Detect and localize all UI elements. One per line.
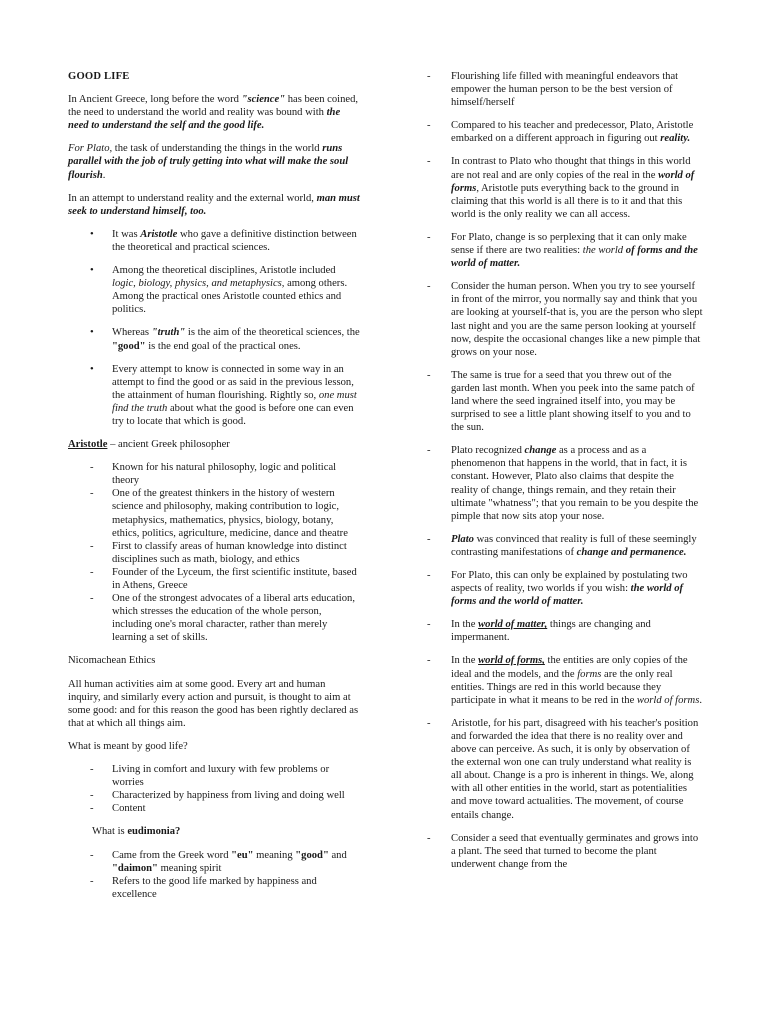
dash-marker: -	[90, 462, 94, 474]
text: Known for his natural philosophy, logic and political theory	[112, 462, 337, 487]
text: is the aim of the theoretical sciences, the	[185, 327, 360, 339]
list-item	[68, 487, 360, 539]
emph: change	[524, 445, 557, 457]
list-item	[427, 231, 703, 270]
list-item	[427, 155, 703, 220]
list-item	[68, 802, 360, 815]
eudimonia-list	[68, 849, 360, 901]
dash-marker: -	[427, 619, 431, 631]
dash-marker: -	[90, 875, 94, 887]
emph: forms	[577, 668, 602, 680]
text: meaning	[253, 849, 296, 861]
dash-marker: -	[427, 533, 431, 545]
dash-marker: -	[427, 231, 431, 243]
dash-marker: -	[427, 655, 431, 667]
dash-marker: -	[427, 445, 431, 457]
emph: For Plato,	[68, 143, 113, 155]
dash-marker: -	[427, 281, 431, 293]
text: about what the good is before one can even try to locate that which is good.	[112, 402, 354, 427]
emph: the need to understand the self and the good life.	[68, 107, 341, 132]
list-item	[427, 369, 703, 434]
emph: man must seek to understand himself, too.	[68, 192, 360, 217]
text: who gave a definitive distinction between the theoretical and practical sciences.	[112, 228, 357, 253]
emph: change and permanence.	[576, 546, 687, 558]
emph: logic, biology, physics, and metaphysics,	[112, 278, 285, 290]
dash-marker: -	[90, 764, 94, 776]
text: What is	[92, 826, 128, 838]
eudimonia-question	[68, 825, 360, 838]
emph: eudimonia?	[127, 826, 181, 838]
list-item	[68, 540, 360, 566]
list-item	[68, 789, 360, 802]
list-item	[68, 363, 360, 428]
dash-marker: -	[90, 803, 94, 815]
list-item	[68, 461, 360, 487]
text: Came from the Greek word	[112, 849, 232, 861]
emph: "eu"	[231, 849, 254, 861]
list-item	[427, 832, 703, 871]
dash-marker: -	[90, 790, 94, 802]
list-item	[427, 533, 703, 559]
text: things are changing and impermanent.	[451, 619, 651, 644]
dash-marker: -	[427, 71, 431, 82]
text: In an attempt to understand reality and the external world,	[68, 192, 317, 204]
dash-marker: -	[90, 849, 94, 861]
text: among others. Among the practical ones Aristotle counted ethics and politics.	[112, 278, 348, 316]
attempt-paragraph	[68, 192, 360, 218]
text: Compared to his teacher and predecessor, Plato, Aristotle embarked on a different approach in figuring out	[451, 120, 694, 145]
list-item	[427, 717, 703, 822]
page-title: GOOD LIFE	[68, 71, 130, 82]
text: Refers to the good life marked by happiness and excellence	[112, 875, 317, 900]
emph: "good"	[295, 849, 329, 861]
text: In the	[451, 655, 479, 667]
dash-marker: -	[90, 488, 94, 500]
text: .	[699, 694, 702, 706]
bullet-marker: •	[90, 228, 94, 240]
text: The same is true for a seed that you threw out of the garden last month. When you peek into the same patch of land where the seed ingrained itself into, you may be surprised to see a little plant showing itself to you and to the sun.	[451, 369, 695, 434]
bullet-marker: •	[90, 327, 94, 339]
text: as a process and as a phenomenon that happens in the world, that in fact, it is constant. However, Plato also claims that despite the reality of change, things remain, and they retain their ultimate "whatness"; that you remain to be you despite the pimple that now sits atop your nose.	[451, 445, 699, 522]
text: and	[328, 849, 347, 861]
text: Content	[112, 803, 146, 815]
list-item	[427, 618, 703, 644]
text: Consider a seed that eventually germinates and grows into a plant. The seed that turned to become the plant underwent change from the	[451, 832, 699, 870]
text: Whereas	[112, 327, 152, 339]
emph: Plato	[451, 533, 474, 545]
list-item	[68, 264, 360, 316]
emph: the world of forms and the world of matter.	[451, 583, 684, 608]
text: First to classify areas of human knowledge into distinct disciplines such as math, biology, and ethics	[112, 540, 347, 565]
text: the entities are only copies of the ideal and the models, and the	[451, 655, 688, 680]
intro-paragraph	[68, 93, 360, 132]
emph: world of forms	[451, 169, 695, 194]
dash-marker: -	[427, 156, 431, 168]
good-life-list	[68, 763, 360, 815]
dash-marker: -	[427, 369, 431, 381]
text: Consider the human person. When you try to see yourself in front of the mirror, you normally say and think that you are looking at yourself-that is, you are the person who slept last night and you are the same person looking at yourself now, despite the occasional changes like a new pimple that grows on your nose.	[451, 281, 703, 358]
emph: one must find the truth	[112, 389, 357, 414]
emph: "daimon"	[112, 862, 158, 874]
list-item	[427, 444, 703, 523]
text: Among the theoretical disciplines, Aristotle included	[112, 265, 336, 277]
emph: world of forms,	[478, 655, 545, 667]
emph: of forms and the world of matter.	[451, 245, 698, 270]
text: are the only real entities. Things are red in this world because they participate in what it means to be red in the	[451, 668, 673, 706]
text: Plato recognized	[451, 445, 525, 457]
emph: runs parallel with the job of truly getting into what will make the soul flourish	[68, 143, 349, 181]
nicomachean-heading: Nicomachean Ethics	[68, 655, 156, 667]
emph: "truth"	[151, 327, 186, 339]
list-item	[427, 654, 703, 706]
nicomachean-text: All human activities aim at some good. Every art and human inquiry, and similarly every action and pursuit, is thought to aim at some good: and for this reason the good has been rightly declared as that at which all things aim.	[68, 678, 359, 729]
good-life-question: What is meant by good life?	[68, 740, 188, 752]
plato-paragraph	[68, 142, 360, 181]
emph: "science"	[241, 94, 286, 106]
text: For Plato, this can only be explained by postulating two aspects of reality, two worlds if you wish:	[451, 570, 688, 595]
bullet-list	[68, 228, 360, 428]
text: One of the greatest thinkers in the history of western science and philosophy, making contribution to logic, metaphysics, mathematics, physics, biology, botany, ethics, politics, agriculture, medicine, dance and theatre	[112, 488, 348, 539]
bullet-marker: •	[90, 265, 94, 277]
text: , Aristotle puts everything back to the ground in claiming that this world is all there is to it and that this world is the only reality we can all access.	[451, 182, 683, 220]
list-item	[68, 228, 360, 254]
text: It was	[112, 228, 141, 240]
text: is the end goal of the practical ones.	[145, 340, 301, 352]
text: – ancient Greek philosopher	[107, 439, 230, 451]
emph: the world	[582, 245, 624, 257]
dash-marker: -	[90, 566, 94, 578]
right-column	[427, 70, 703, 881]
list-item	[68, 326, 360, 352]
bullet-marker: •	[90, 363, 94, 375]
list-item	[68, 592, 360, 644]
text: Founder of the Lyceum, the first scientific institute, based in Athens, Greece	[112, 566, 357, 591]
dash-marker: -	[427, 832, 431, 844]
list-item	[427, 569, 703, 608]
text: Flourishing life filled with meaningful endeavors that empower the human person to be the best version of himself/herself	[451, 71, 679, 109]
text: In the	[451, 619, 479, 631]
list-item	[427, 119, 703, 145]
text: Every attempt to know is connected in some way in an attempt to find the good or as said in the previous lesson, the attainment of human flourishing. Rightly so,	[112, 363, 354, 401]
list-item	[68, 849, 360, 875]
list-item	[68, 763, 360, 789]
emph: world of forms	[636, 694, 700, 706]
text: Aristotle, for his part, disagreed with his teacher's position and forwarded the idea that there is no reality over and above can perceive. As such, it is only by observation of the external won one can truly understand what reality is all about. Change is a pro is inherent in things. We, along with all other entities in the world, start as potentialities and move toward actualities. The movement, of course entails change.	[451, 717, 699, 821]
text: Characterized by happiness from living and doing well	[112, 790, 345, 802]
aristotle-list	[68, 461, 360, 644]
text: was convinced that reality is full of these seemingly contrasting manifestations of	[451, 533, 697, 558]
aristotle-heading	[68, 438, 360, 451]
right-list	[427, 70, 703, 871]
text: One of the strongest advocates of a liberal arts education, which stresses the education of the whole person, including one's moral character, rather than merely learning a set of skills.	[112, 593, 355, 644]
text: Living in comfort and luxury with few problems or worries	[112, 764, 330, 789]
dash-marker: -	[427, 717, 431, 729]
list-item	[68, 875, 360, 901]
emph: reality.	[660, 133, 691, 145]
text: meaning spirit	[157, 862, 222, 874]
emph: Aristotle	[140, 228, 178, 240]
text: In contrast to Plato who thought that things in this world are not real and are only copies of the real in the	[451, 156, 691, 181]
text: the task of understanding the things in the world	[112, 143, 323, 155]
text: For Plato, change is so perplexing that it can only make sense if there are two realities:	[451, 231, 687, 257]
emph: Aristotle	[68, 439, 108, 451]
emph: world of matter,	[478, 619, 548, 631]
dash-marker: -	[90, 593, 94, 605]
dash-marker: -	[427, 570, 431, 581]
list-item	[427, 280, 703, 359]
list-item	[427, 70, 703, 109]
left-column	[68, 70, 360, 911]
text: In Ancient Greece, long before the word	[68, 94, 242, 106]
text: has been coined, the need to understand the world and reality was bound with	[68, 94, 359, 119]
dash-marker: -	[427, 120, 431, 132]
list-item	[68, 566, 360, 592]
dash-marker: -	[90, 540, 94, 552]
text: .	[102, 169, 106, 181]
emph: "good"	[112, 340, 146, 352]
